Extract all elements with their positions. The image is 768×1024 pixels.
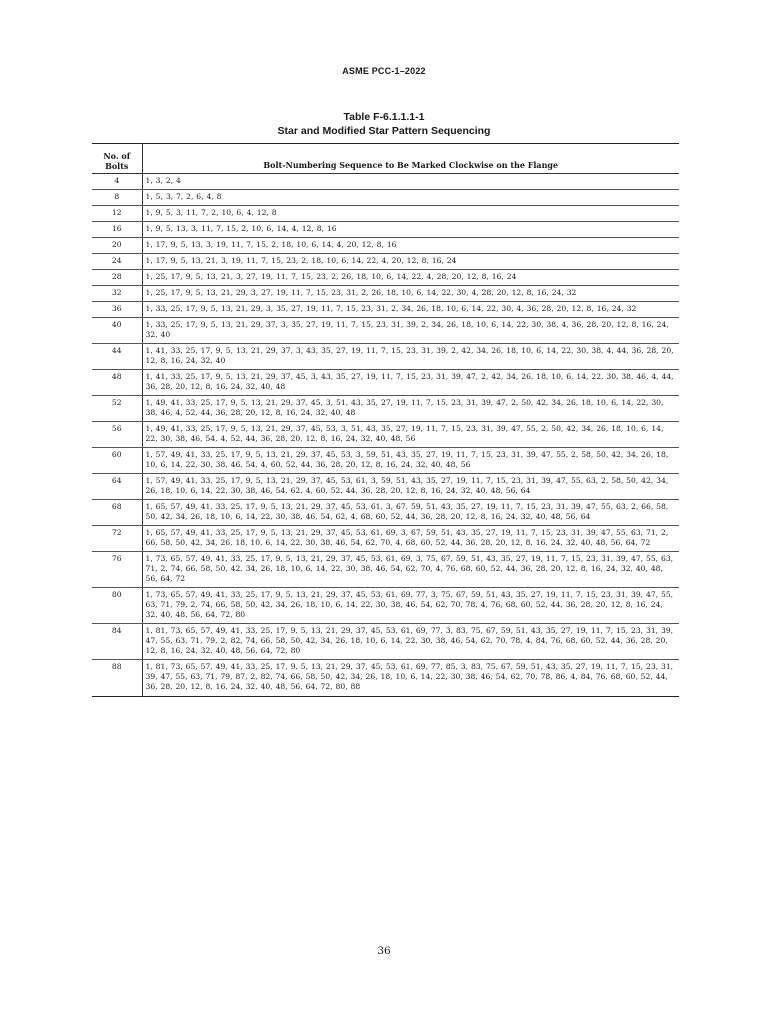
table-row bbox=[92, 552, 679, 588]
table-row bbox=[92, 660, 679, 697]
bolt-count-cell: 44 bbox=[92, 344, 142, 370]
sequence-cell: 1, 25, 17, 9, 5, 13, 21, 3, 27, 19, 11, 7, 15, 23, 2, 26, 18, 10, 6, 14, 22, 4, 28, 20, 12, 8, 16, 24 bbox=[142, 270, 679, 286]
table-row bbox=[92, 318, 679, 344]
table-row bbox=[92, 254, 679, 270]
table-row bbox=[92, 222, 679, 238]
sequence-cell: 1, 25, 17, 9, 5, 13, 21, 29, 3, 27, 19, 11, 7, 15, 23, 31, 2, 26, 18, 10, 6, 14, 22, 30, 4, 28, 20, 12, 8, 16, 24, 32 bbox=[142, 286, 679, 302]
table-title: Star and Modified Star Pattern Sequencing bbox=[277, 125, 491, 137]
bolt-count-cell: 32 bbox=[92, 286, 142, 302]
table-row bbox=[92, 448, 679, 474]
table-row bbox=[92, 344, 679, 370]
sequence-cell: 1, 17, 9, 5, 13, 3, 19, 11, 7, 15, 2, 18, 10, 6, 14, 4, 20, 12, 8, 16 bbox=[142, 238, 679, 254]
table-caption bbox=[0, 110, 768, 138]
bolt-count-cell: 84 bbox=[92, 624, 142, 660]
sequence-cell: 1, 9, 5, 13, 3, 11, 7, 15, 2, 10, 6, 14, 4, 12, 8, 16 bbox=[142, 222, 679, 238]
sequence-cell: 1, 49, 41, 33, 25, 17, 9, 5, 13, 21, 29, 37, 45, 3, 51, 43, 35, 27, 19, 11, 7, 15, 23, 31, 39, 47, 2, 50, 42, 34, 26, 18, 10, 6, 14, 22, 30, 38, 46, 4, 52, 44, 36, 28, 20, 12, 8, 16, 24, 32, 40, 48 bbox=[142, 396, 679, 422]
bolt-count-cell: 20 bbox=[92, 238, 142, 254]
table-header-row bbox=[92, 144, 679, 174]
table-row bbox=[92, 270, 679, 286]
sequence-cell: 1, 41, 33, 25, 17, 9, 5, 13, 21, 29, 37, 3, 43, 35, 27, 19, 11, 7, 15, 23, 31, 39, 2, 42, 34, 26, 18, 10, 6, 14, 22, 30, 38, 4, 44, 36, 28, 20, 12, 8, 16, 24, 32, 40 bbox=[142, 344, 679, 370]
table-row bbox=[92, 588, 679, 624]
sequence-cell: 1, 73, 65, 57, 49, 41, 33, 25, 17, 9, 5, 13, 21, 29, 37, 45, 53, 61, 69, 77, 3, 75, 67, 59, 51, 43, 35, 27, 19, 11, 7, 15, 23, 31, 39, 47, 55, 63, 71, 79, 2, 74, 66, 58, 50, 42, 34, 26, 18, 10, 6, 14, 22, 30, 38, 46, 54, 62, 70, 78, 4, 76, 68, 60, 52, 44, 36, 28, 20, 12, 8, 16, 24, 32, 40, 48, 56, 64, 72, 80 bbox=[142, 588, 679, 624]
bolt-count-cell: 64 bbox=[92, 474, 142, 500]
table-row bbox=[92, 370, 679, 396]
bolt-sequence-table-wrapper bbox=[92, 143, 679, 697]
column-header-sequence: Bolt-Numbering Sequence to Be Marked Clockwise on the Flange bbox=[142, 144, 679, 174]
sequence-cell: 1, 9, 5, 3, 11, 7, 2, 10, 6, 4, 12, 8 bbox=[142, 206, 679, 222]
sequence-cell: 1, 3, 2, 4 bbox=[142, 174, 679, 190]
sequence-cell: 1, 41, 33, 25, 17, 9, 5, 13, 21, 29, 37, 45, 3, 43, 35, 27, 19, 11, 7, 15, 23, 31, 39, 47, 2, 42, 34, 26, 18, 10, 6, 14, 22, 30, 38, 46, 4, 44, 36, 28, 20, 12, 8, 16, 24, 32, 40, 48 bbox=[142, 370, 679, 396]
table-row bbox=[92, 526, 679, 552]
bolt-count-cell: 88 bbox=[92, 660, 142, 697]
column-header-bolts: No. of Bolts bbox=[92, 144, 142, 174]
sequence-cell: 1, 33, 25, 17, 9, 5, 13, 21, 29, 3, 35, 27, 19, 11, 7, 15, 23, 31, 2, 34, 26, 18, 10, 6, 14, 22, 30, 4, 36, 28, 20, 12, 8, 16, 24, 32 bbox=[142, 302, 679, 318]
table-row bbox=[92, 422, 679, 448]
table-number: Table F-6.1.1.1-1 bbox=[343, 111, 425, 123]
bolt-count-cell: 40 bbox=[92, 318, 142, 344]
bolt-count-cell: 52 bbox=[92, 396, 142, 422]
sequence-cell: 1, 57, 49, 41, 33, 25, 17, 9, 5, 13, 21, 29, 37, 45, 53, 61, 3, 59, 51, 43, 35, 27, 19, 11, 7, 15, 23, 31, 39, 47, 55, 63, 2, 58, 50, 42, 34, 26, 18, 10, 6, 14, 22, 30, 38, 46, 54, 62, 4, 60, 52, 44, 36, 28, 20, 12, 8, 16, 24, 32, 40, 48, 56, 64 bbox=[142, 474, 679, 500]
running-header: ASME PCC-1–2022 bbox=[342, 66, 426, 76]
sequence-cell: 1, 57, 49, 41, 33, 25, 17, 9, 5, 13, 21, 29, 37, 45, 53, 3, 59, 51, 43, 35, 27, 19, 11, 7, 15, 23, 31, 39, 47, 55, 2, 58, 50, 42, 34, 26, 18, 10, 6, 14, 22, 30, 38, 46, 54, 4, 60, 52, 44, 36, 28, 20, 12, 8, 16, 24, 32, 40, 48, 56 bbox=[142, 448, 679, 474]
table-row bbox=[92, 396, 679, 422]
bolt-count-cell: 28 bbox=[92, 270, 142, 286]
bolt-count-cell: 4 bbox=[92, 174, 142, 190]
sequence-cell: 1, 81, 73, 65, 57, 49, 41, 33, 25, 17, 9, 5, 13, 21, 29, 37, 45, 53, 61, 69, 77, 3, 83, 75, 67, 59, 51, 43, 35, 27, 19, 11, 7, 15, 23, 31, 39, 47, 55, 63, 71, 79, 2, 82, 74, 66, 58, 50, 42, 34, 26, 18, 10, 6, 14, 22, 30, 38, 46, 54, 62, 70, 78, 4, 84, 76, 68, 60, 52, 44, 36, 28, 20, 12, 8, 16, 24, 32, 40, 48, 56, 64, 72, 80 bbox=[142, 624, 679, 660]
table-row bbox=[92, 238, 679, 254]
bolt-count-cell: 36 bbox=[92, 302, 142, 318]
bolt-count-cell: 12 bbox=[92, 206, 142, 222]
page-number: 36 bbox=[377, 945, 391, 957]
sequence-cell: 1, 33, 25, 17, 9, 5, 13, 21, 29, 37, 3, 35, 27, 19, 11, 7, 15, 23, 31, 39, 2, 34, 26, 18, 10, 6, 14, 22, 30, 38, 4, 36, 28, 20, 12, 8, 16, 24, 32, 40 bbox=[142, 318, 679, 344]
sequence-cell: 1, 73, 65, 57, 49, 41, 33, 25, 17, 9, 5, 13, 21, 29, 37, 45, 53, 61, 69, 3, 75, 67, 59, 51, 43, 35, 27, 19, 11, 7, 15, 23, 31, 39, 47, 55, 63, 71, 2, 74, 66, 58, 50, 42, 34, 26, 18, 10, 6, 14, 22, 30, 38, 46, 54, 62, 70, 4, 76, 68, 60, 52, 44, 36, 28, 20, 12, 8, 16, 24, 32, 40, 48, 56, 64, 72 bbox=[142, 552, 679, 588]
bolt-sequence-table bbox=[92, 143, 679, 697]
table-row bbox=[92, 500, 679, 526]
table-row bbox=[92, 474, 679, 500]
table-row bbox=[92, 174, 679, 190]
table-row bbox=[92, 624, 679, 660]
table-row bbox=[92, 302, 679, 318]
sequence-cell: 1, 49, 41, 33, 25, 17, 9, 5, 13, 21, 29, 37, 45, 53, 3, 51, 43, 35, 27, 19, 11, 7, 15, 23, 31, 39, 47, 55, 2, 50, 42, 34, 26, 18, 10, 6, 14, 22, 30, 38, 46, 54, 4, 52, 44, 36, 28, 20, 12, 8, 16, 24, 32, 40, 48, 56 bbox=[142, 422, 679, 448]
sequence-cell: 1, 5, 3, 7, 2, 6, 4, 8 bbox=[142, 190, 679, 206]
bolt-count-cell: 16 bbox=[92, 222, 142, 238]
bolt-count-cell: 8 bbox=[92, 190, 142, 206]
sequence-cell: 1, 65, 57, 49, 41, 33, 25, 17, 9, 5, 13, 21, 29, 37, 45, 53, 61, 3, 67, 59, 51, 43, 35, 27, 19, 11, 7, 15, 23, 31, 39, 47, 55, 63, 2, 66, 58, 50, 42, 34, 26, 18, 10, 6, 14, 22, 30, 38, 46, 54, 62, 4, 68, 60, 52, 44, 36, 28, 20, 12, 8, 16, 24, 32, 40, 48, 56, 64 bbox=[142, 500, 679, 526]
table-row bbox=[92, 190, 679, 206]
bolt-count-cell: 68 bbox=[92, 500, 142, 526]
bolt-count-cell: 80 bbox=[92, 588, 142, 624]
bolt-count-cell: 60 bbox=[92, 448, 142, 474]
sequence-cell: 1, 65, 57, 49, 41, 33, 25, 17, 9, 5, 13, 21, 29, 37, 45, 53, 61, 69, 3, 67, 59, 51, 43, 35, 27, 19, 11, 7, 15, 23, 31, 39, 47, 55, 63, 71, 2, 66, 58, 50, 42, 34, 26, 18, 10, 6, 14, 22, 30, 38, 46, 54, 62, 70, 4, 68, 60, 52, 44, 36, 28, 20, 12, 8, 16, 24, 32, 40, 48, 56, 64, 72 bbox=[142, 526, 679, 552]
sequence-cell: 1, 17, 9, 5, 13, 21, 3, 19, 11, 7, 15, 23, 2, 18, 10, 6, 14, 22, 4, 20, 12, 8, 16, 24 bbox=[142, 254, 679, 270]
table-body bbox=[92, 174, 679, 697]
bolt-count-cell: 48 bbox=[92, 370, 142, 396]
table-row bbox=[92, 206, 679, 222]
bolt-count-cell: 56 bbox=[92, 422, 142, 448]
table-row bbox=[92, 286, 679, 302]
sequence-cell: 1, 81, 73, 65, 57, 49, 41, 33, 25, 17, 9, 5, 13, 21, 29, 37, 45, 53, 61, 69, 77, 85, 3, 83, 75, 67, 59, 51, 43, 35, 27, 19, 11, 7, 15, 23, 31, 39, 47, 55, 63, 71, 79, 87, 2, 82, 74, 66, 58, 50, 42, 34, 26, 18, 10, 6, 14, 22, 30, 38, 46, 54, 62, 70, 78, 86, 4, 84, 76, 68, 60, 52, 44, 36, 28, 20, 12, 8, 16, 24, 32, 40, 48, 56, 64, 72, 80, 88 bbox=[145, 662, 674, 691]
bolt-count-cell: 72 bbox=[92, 526, 142, 552]
bolt-count-cell: 76 bbox=[92, 552, 142, 588]
bolt-count-cell: 24 bbox=[92, 254, 142, 270]
